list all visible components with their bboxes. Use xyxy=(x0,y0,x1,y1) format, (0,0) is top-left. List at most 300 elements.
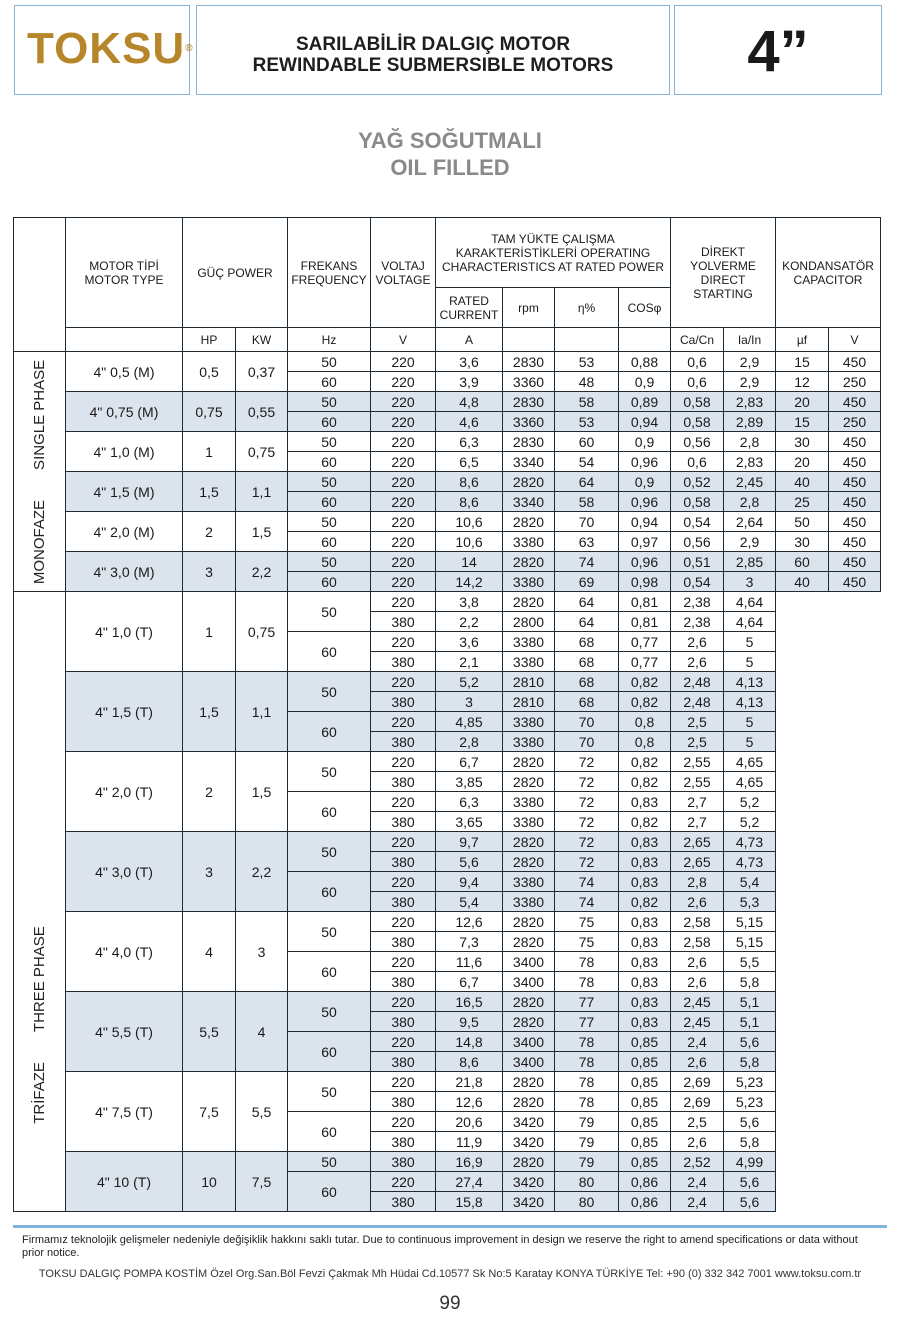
rpm: 2820 xyxy=(503,852,555,872)
efficiency: 79 xyxy=(555,1132,619,1152)
cos-phi: 0,96 xyxy=(619,552,671,572)
table-row xyxy=(14,392,881,412)
empty-capacitor-uf xyxy=(776,972,829,992)
ia-in: 2,83 xyxy=(724,392,776,412)
table-row xyxy=(14,752,881,772)
rpm: 3340 xyxy=(503,452,555,472)
current: 8,6 xyxy=(436,472,503,492)
cos-phi: 0,81 xyxy=(619,612,671,632)
frequency: 50 xyxy=(288,392,371,412)
ca-cn: 2,6 xyxy=(671,892,724,912)
rpm: 2820 xyxy=(503,832,555,852)
cos-phi: 0,82 xyxy=(619,692,671,712)
empty-capacitor-v xyxy=(829,972,881,992)
empty-capacitor-v xyxy=(829,952,881,972)
single-phase-en: SINGLE PHASE xyxy=(30,359,48,470)
cos-phi: 0,85 xyxy=(619,1032,671,1052)
capacitor-uf: 15 xyxy=(776,352,829,372)
cos-phi: 0,85 xyxy=(619,1132,671,1152)
rpm: 3420 xyxy=(503,1172,555,1192)
current: 14 xyxy=(436,552,503,572)
motor-type: 4" 4,0 (T) xyxy=(66,912,183,992)
ca-cn: 2,45 xyxy=(671,992,724,1012)
cos-phi: 0,96 xyxy=(619,452,671,472)
rpm: 2820 xyxy=(503,912,555,932)
frequency: 50 xyxy=(288,672,371,712)
empty-capacitor-uf xyxy=(776,592,829,612)
capacitor-uf: 20 xyxy=(776,392,829,412)
capacitor-v: 450 xyxy=(829,552,881,572)
capacitor-uf: 25 xyxy=(776,492,829,512)
empty-capacitor-v xyxy=(829,892,881,912)
single-phase-label xyxy=(14,352,66,592)
ca-cn: 2,6 xyxy=(671,652,724,672)
efficiency: 72 xyxy=(555,792,619,812)
rpm: 3420 xyxy=(503,1112,555,1132)
empty-capacitor-uf xyxy=(776,852,829,872)
voltage: 220 xyxy=(371,672,436,692)
power-kw: 0,55 xyxy=(236,392,288,432)
cos-phi: 0,82 xyxy=(619,772,671,792)
rpm: 2810 xyxy=(503,692,555,712)
ca-cn: 0,58 xyxy=(671,412,724,432)
ia-in: 5,2 xyxy=(724,792,776,812)
empty-capacitor-v xyxy=(829,812,881,832)
header-operating-characteristics: TAM YÜKTE ÇALIŞMA KARAKTERİSTİKLERİ OPERATING CHARACTERISTICS AT RATED POWER xyxy=(436,218,671,288)
voltage: 380 xyxy=(371,892,436,912)
capacitor-uf: 60 xyxy=(776,552,829,572)
ia-in: 5 xyxy=(724,652,776,672)
empty-capacitor-v xyxy=(829,992,881,1012)
voltage: 380 xyxy=(371,1132,436,1152)
empty-capacitor-uf xyxy=(776,1112,829,1132)
voltage: 220 xyxy=(371,352,436,372)
empty-capacitor-v xyxy=(829,1072,881,1092)
cos-phi: 0,82 xyxy=(619,672,671,692)
unit-hz: Hz xyxy=(288,328,371,352)
subtitle-turkish: YAĞ SOĞUTMALI xyxy=(358,128,542,153)
ia-in: 5,1 xyxy=(724,1012,776,1032)
current: 16,5 xyxy=(436,992,503,1012)
current: 11,6 xyxy=(436,952,503,972)
cos-phi: 0,85 xyxy=(619,1072,671,1092)
table-row xyxy=(14,592,881,612)
efficiency: 79 xyxy=(555,1112,619,1132)
voltage: 220 xyxy=(371,1032,436,1052)
ia-in: 5,8 xyxy=(724,1132,776,1152)
capacitor-v: 450 xyxy=(829,452,881,472)
logo-box xyxy=(14,5,194,95)
rpm: 2820 xyxy=(503,772,555,792)
cos-phi: 0,82 xyxy=(619,892,671,912)
rpm: 2820 xyxy=(503,1152,555,1172)
rpm: 3380 xyxy=(503,812,555,832)
current: 7,3 xyxy=(436,932,503,952)
capacitor-v: 450 xyxy=(829,392,881,412)
efficiency: 70 xyxy=(555,512,619,532)
ia-in: 5,6 xyxy=(724,1112,776,1132)
header-direct-starting: DİREKT YOLVERME DIRECT STARTING xyxy=(671,218,776,328)
empty-capacitor-uf xyxy=(776,1012,829,1032)
unit-cap-v: V xyxy=(829,328,881,352)
rpm: 2820 xyxy=(503,1092,555,1112)
current: 3 xyxy=(436,692,503,712)
current: 4,6 xyxy=(436,412,503,432)
voltage: 380 xyxy=(371,1092,436,1112)
ca-cn: 2,69 xyxy=(671,1072,724,1092)
motor-type: 4" 7,5 (T) xyxy=(66,1072,183,1152)
voltage: 380 xyxy=(371,1152,436,1172)
empty-capacitor-v xyxy=(829,1032,881,1052)
power-hp: 1 xyxy=(183,592,236,672)
current: 3,85 xyxy=(436,772,503,792)
header-capacitor: KONDANSATÖR CAPACITOR xyxy=(776,218,881,328)
current: 11,9 xyxy=(436,1132,503,1152)
empty-capacitor-uf xyxy=(776,892,829,912)
empty-capacitor-uf xyxy=(776,932,829,952)
empty-capacitor-uf xyxy=(776,812,829,832)
power-kw: 2,2 xyxy=(236,552,288,592)
empty-capacitor-v xyxy=(829,1132,881,1152)
power-kw: 5,5 xyxy=(236,1072,288,1152)
header-type-unit-empty xyxy=(66,328,183,352)
ca-cn: 2,6 xyxy=(671,632,724,652)
ia-in: 5,4 xyxy=(724,872,776,892)
empty-capacitor-v xyxy=(829,1092,881,1112)
table-row xyxy=(14,832,881,852)
unit-ca-cn: Ca/Cn xyxy=(671,328,724,352)
empty-capacitor-v xyxy=(829,932,881,952)
voltage: 220 xyxy=(371,552,436,572)
rpm: 2800 xyxy=(503,612,555,632)
ca-cn: 2,55 xyxy=(671,752,724,772)
current: 6,3 xyxy=(436,792,503,812)
ca-cn: 2,65 xyxy=(671,832,724,852)
ia-in: 5,15 xyxy=(724,912,776,932)
header-voltage: VOLTAJ VOLTAGE xyxy=(371,218,436,328)
motor-type: 4" 10 (T) xyxy=(66,1152,183,1212)
empty-capacitor-uf xyxy=(776,672,829,692)
efficiency: 58 xyxy=(555,492,619,512)
empty-capacitor-v xyxy=(829,632,881,652)
ia-in: 4,64 xyxy=(724,612,776,632)
empty-capacitor-uf xyxy=(776,912,829,932)
current: 5,4 xyxy=(436,892,503,912)
voltage: 380 xyxy=(371,972,436,992)
empty-capacitor-uf xyxy=(776,992,829,1012)
capacitor-uf: 50 xyxy=(776,512,829,532)
rpm: 3400 xyxy=(503,952,555,972)
cos-phi: 0,83 xyxy=(619,912,671,932)
voltage: 220 xyxy=(371,1112,436,1132)
empty-capacitor-v xyxy=(829,712,881,732)
ia-in: 4,65 xyxy=(724,752,776,772)
frequency: 50 xyxy=(288,592,371,632)
header-cos-phi: COSφ xyxy=(619,288,671,328)
empty-capacitor-uf xyxy=(776,732,829,752)
rpm: 3380 xyxy=(503,652,555,672)
power-hp: 2 xyxy=(183,512,236,552)
frequency: 60 xyxy=(288,372,371,392)
efficiency: 78 xyxy=(555,1072,619,1092)
unit-rpm-empty xyxy=(503,328,555,352)
company-address: TOKSU DALGIÇ POMPA KOSTİM Özel Org.San.Böl Fevzi Çakmak Mh Hüdai Cd.10577 Sk No:5 Karatay KONYA TÜRKİYE Tel: +90 (0) 332 342 7001 www.toksu.com.tr xyxy=(38,1268,862,1280)
ia-in: 5,3 xyxy=(724,892,776,912)
rpm: 3380 xyxy=(503,632,555,652)
empty-capacitor-v xyxy=(829,1012,881,1032)
voltage: 380 xyxy=(371,692,436,712)
capacitor-uf: 12 xyxy=(776,372,829,392)
efficiency: 79 xyxy=(555,1152,619,1172)
ia-in: 2,64 xyxy=(724,512,776,532)
capacitor-uf: 15 xyxy=(776,412,829,432)
current: 27,4 xyxy=(436,1172,503,1192)
empty-capacitor-v xyxy=(829,752,881,772)
efficiency: 68 xyxy=(555,632,619,652)
ia-in: 5,1 xyxy=(724,992,776,1012)
empty-capacitor-uf xyxy=(776,632,829,652)
cos-phi: 0,9 xyxy=(619,432,671,452)
voltage: 220 xyxy=(371,912,436,932)
ia-in: 4,73 xyxy=(724,852,776,872)
efficiency: 64 xyxy=(555,472,619,492)
efficiency: 74 xyxy=(555,872,619,892)
efficiency: 58 xyxy=(555,392,619,412)
empty-capacitor-uf xyxy=(776,712,829,732)
unit-kw: KW xyxy=(236,328,288,352)
power-kw: 1,5 xyxy=(236,512,288,552)
voltage: 380 xyxy=(371,732,436,752)
ca-cn: 0,54 xyxy=(671,512,724,532)
rpm: 2830 xyxy=(503,392,555,412)
voltage: 220 xyxy=(371,872,436,892)
current: 9,7 xyxy=(436,832,503,852)
rpm: 3380 xyxy=(503,572,555,592)
current: 5,2 xyxy=(436,672,503,692)
three-phase-text xyxy=(31,927,49,1125)
unit-eff-empty xyxy=(555,328,619,352)
current: 6,5 xyxy=(436,452,503,472)
efficiency: 53 xyxy=(555,412,619,432)
current: 8,6 xyxy=(436,492,503,512)
empty-capacitor-uf xyxy=(776,792,829,812)
ca-cn: 0,6 xyxy=(671,372,724,392)
ia-in: 5,6 xyxy=(724,1172,776,1192)
power-kw: 0,75 xyxy=(236,592,288,672)
frequency: 60 xyxy=(288,792,371,832)
voltage: 380 xyxy=(371,1192,436,1212)
table-row xyxy=(14,552,881,572)
ia-in: 5,2 xyxy=(724,812,776,832)
ca-cn: 2,6 xyxy=(671,1132,724,1152)
ia-in: 5,6 xyxy=(724,1032,776,1052)
table-row xyxy=(14,432,881,452)
empty-capacitor-uf xyxy=(776,1072,829,1092)
rpm: 3360 xyxy=(503,412,555,432)
cos-phi: 0,77 xyxy=(619,652,671,672)
frequency: 60 xyxy=(288,952,371,992)
efficiency: 53 xyxy=(555,352,619,372)
current: 4,85 xyxy=(436,712,503,732)
voltage: 380 xyxy=(371,1052,436,1072)
cos-phi: 0,82 xyxy=(619,752,671,772)
power-hp: 3 xyxy=(183,552,236,592)
title-box xyxy=(196,5,670,95)
rpm: 3380 xyxy=(503,532,555,552)
rpm: 3400 xyxy=(503,1032,555,1052)
voltage: 220 xyxy=(371,992,436,1012)
empty-capacitor-uf xyxy=(776,692,829,712)
efficiency: 75 xyxy=(555,912,619,932)
rpm: 3400 xyxy=(503,1052,555,1072)
motor-type: 4" 5,5 (T) xyxy=(66,992,183,1072)
cos-phi: 0,83 xyxy=(619,992,671,1012)
efficiency: 72 xyxy=(555,772,619,792)
header-rated-current: RATED CURRENT xyxy=(436,288,503,328)
cos-phi: 0,83 xyxy=(619,852,671,872)
three-phase-en: THREE PHASE xyxy=(30,926,48,1033)
cos-phi: 0,81 xyxy=(619,592,671,612)
frequency: 60 xyxy=(288,1112,371,1152)
rpm: 3400 xyxy=(503,972,555,992)
ca-cn: 2,5 xyxy=(671,712,724,732)
empty-capacitor-uf xyxy=(776,652,829,672)
efficiency: 78 xyxy=(555,1032,619,1052)
cos-phi: 0,97 xyxy=(619,532,671,552)
current: 20,6 xyxy=(436,1112,503,1132)
power-kw: 0,75 xyxy=(236,432,288,472)
voltage: 220 xyxy=(371,432,436,452)
voltage: 220 xyxy=(371,952,436,972)
cos-phi: 0,85 xyxy=(619,1152,671,1172)
rpm: 2820 xyxy=(503,552,555,572)
ca-cn: 2,5 xyxy=(671,1112,724,1132)
empty-capacitor-uf xyxy=(776,1052,829,1072)
current: 2,2 xyxy=(436,612,503,632)
table-row xyxy=(14,672,881,692)
motor-type: 4" 2,0 (T) xyxy=(66,752,183,832)
motor-type: 4" 3,0 (M) xyxy=(66,552,183,592)
header-efficiency: η% xyxy=(555,288,619,328)
unit-uf: µf xyxy=(776,328,829,352)
current: 8,6 xyxy=(436,1052,503,1072)
ia-in: 4,65 xyxy=(724,772,776,792)
unit-a: A xyxy=(436,328,503,352)
current: 10,6 xyxy=(436,512,503,532)
power-kw: 4 xyxy=(236,992,288,1072)
frequency: 60 xyxy=(288,712,371,752)
rpm: 2830 xyxy=(503,432,555,452)
frequency: 50 xyxy=(288,552,371,572)
frequency: 50 xyxy=(288,832,371,872)
capacitor-v: 450 xyxy=(829,532,881,552)
voltage: 220 xyxy=(371,712,436,732)
cos-phi: 0,8 xyxy=(619,712,671,732)
power-hp: 3 xyxy=(183,832,236,912)
current: 2,8 xyxy=(436,732,503,752)
power-hp: 1,5 xyxy=(183,672,236,752)
empty-capacitor-uf xyxy=(776,1092,829,1112)
voltage: 220 xyxy=(371,452,436,472)
table-row xyxy=(14,218,881,288)
current: 14,2 xyxy=(436,572,503,592)
ca-cn: 0,56 xyxy=(671,532,724,552)
ia-in: 2,8 xyxy=(724,432,776,452)
ia-in: 5,23 xyxy=(724,1072,776,1092)
capacitor-v: 450 xyxy=(829,472,881,492)
frequency: 50 xyxy=(288,512,371,532)
rpm: 3420 xyxy=(503,1132,555,1152)
header-rpm: rpm xyxy=(503,288,555,328)
current: 9,5 xyxy=(436,1012,503,1032)
capacitor-v: 450 xyxy=(829,432,881,452)
efficiency: 75 xyxy=(555,932,619,952)
frequency: 60 xyxy=(288,1032,371,1072)
capacitor-v: 250 xyxy=(829,372,881,392)
voltage: 380 xyxy=(371,612,436,632)
side-header-empty xyxy=(14,218,66,352)
ca-cn: 2,58 xyxy=(671,912,724,932)
ca-cn: 2,5 xyxy=(671,732,724,752)
current: 5,6 xyxy=(436,852,503,872)
cos-phi: 0,98 xyxy=(619,572,671,592)
efficiency: 63 xyxy=(555,532,619,552)
voltage: 220 xyxy=(371,472,436,492)
capacitor-v: 450 xyxy=(829,492,881,512)
empty-capacitor-v xyxy=(829,872,881,892)
efficiency: 48 xyxy=(555,372,619,392)
disclaimer-note: Firmamız teknolojik gelişmeler nedeniyle değişiklik hakkını saklı tutar. Due to continuous improvement in design we reserve the right to amend specifications or data without prior notice. xyxy=(22,1234,858,1259)
empty-capacitor-v xyxy=(829,1152,881,1172)
frequency: 50 xyxy=(288,472,371,492)
current: 4,8 xyxy=(436,392,503,412)
empty-capacitor-v xyxy=(829,852,881,872)
empty-capacitor-v xyxy=(829,792,881,812)
voltage: 380 xyxy=(371,852,436,872)
rpm: 3360 xyxy=(503,372,555,392)
ca-cn: 2,7 xyxy=(671,812,724,832)
current: 15,8 xyxy=(436,1192,503,1212)
table-row xyxy=(14,992,881,1012)
empty-capacitor-uf xyxy=(776,952,829,972)
frequency: 60 xyxy=(288,1172,371,1212)
cos-phi: 0,85 xyxy=(619,1052,671,1072)
empty-capacitor-uf xyxy=(776,1172,829,1192)
ca-cn: 2,45 xyxy=(671,1012,724,1032)
voltage: 220 xyxy=(371,532,436,552)
voltage: 220 xyxy=(371,512,436,532)
ca-cn: 2,4 xyxy=(671,1032,724,1052)
ia-in: 5,8 xyxy=(724,972,776,992)
capacitor-uf: 30 xyxy=(776,432,829,452)
voltage: 220 xyxy=(371,592,436,612)
ca-cn: 0,54 xyxy=(671,572,724,592)
ia-in: 2,9 xyxy=(724,372,776,392)
empty-capacitor-v xyxy=(829,652,881,672)
voltage: 220 xyxy=(371,832,436,852)
capacitor-uf: 40 xyxy=(776,472,829,492)
motor-size: 4” xyxy=(747,19,809,84)
rpm: 3380 xyxy=(503,792,555,812)
voltage: 380 xyxy=(371,652,436,672)
motor-type: 4" 0,75 (M) xyxy=(66,392,183,432)
current: 6,7 xyxy=(436,752,503,772)
motor-type: 4" 1,0 (T) xyxy=(66,592,183,672)
single-phase-text xyxy=(31,359,49,583)
efficiency: 72 xyxy=(555,752,619,772)
capacitor-v: 450 xyxy=(829,352,881,372)
empty-capacitor-v xyxy=(829,912,881,932)
